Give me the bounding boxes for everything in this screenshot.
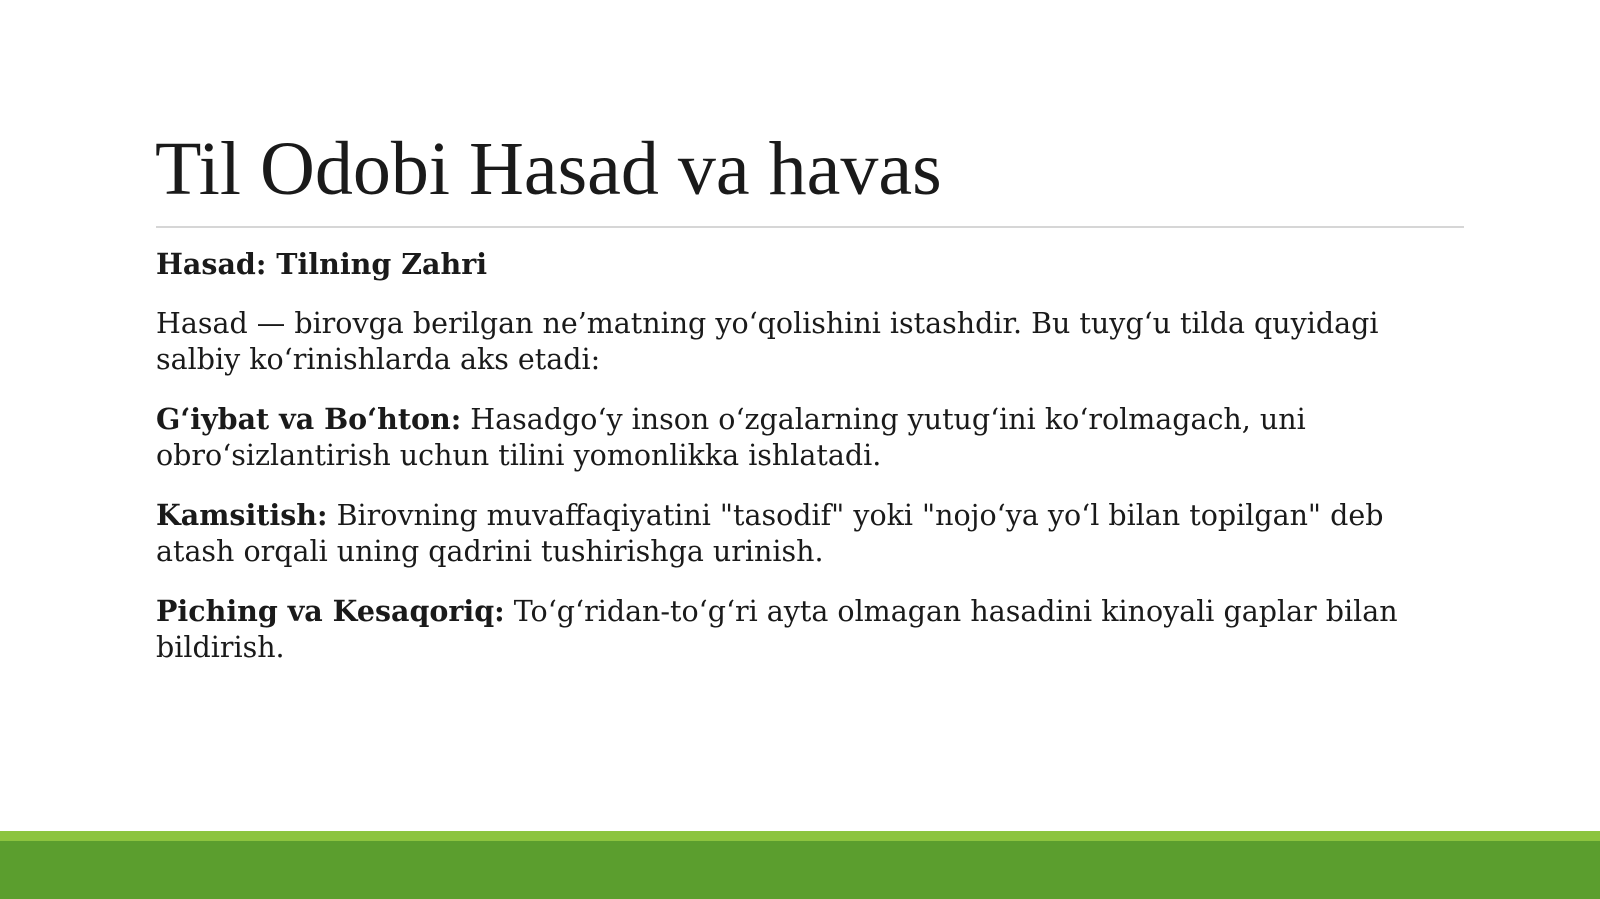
item-text: Hasadgo‘y inson o‘zgalarning yutug‘ini ko‘rolmagach, uni obro‘sizlantirish uchun tilini yomonlikka ishlatadi. — [156, 403, 1306, 472]
section-heading — [156, 246, 1456, 283]
list-item — [156, 497, 1456, 570]
slide-body — [156, 246, 1456, 689]
list-item — [156, 401, 1456, 474]
footer-bar — [0, 841, 1600, 899]
item-text: Birovning muvaffaqiyatini "tasodif" yoki "nojo‘ya yo‘l bilan topilgan" deb atash orqali uning qadrini tushirishga urinish. — [156, 499, 1384, 568]
item-term: Piching va Kesaqoriq: — [156, 594, 505, 628]
footer-accent-stripe — [0, 831, 1600, 841]
title-divider — [156, 226, 1464, 228]
item-term: G‘iybat va Bo‘hton: — [156, 402, 462, 436]
intro-paragraph: Hasad — birovga berilgan ne’matning yo‘qolishini istashdir. Bu tuyg‘u tilda quyidagi salbiy ko‘rinishlarda aks etadi: — [156, 307, 1379, 376]
item-text: To‘g‘ridan-to‘g‘ri ayta olmagan hasadini kinoyali gaplar bilan bildirish. — [156, 595, 1398, 664]
item-term: Kamsitish: — [156, 498, 328, 532]
section-heading-text: Hasad: Tilning Zahri — [156, 247, 488, 281]
list-item — [156, 593, 1456, 666]
slide-title: Til Odobi Hasad va havas — [155, 127, 942, 211]
